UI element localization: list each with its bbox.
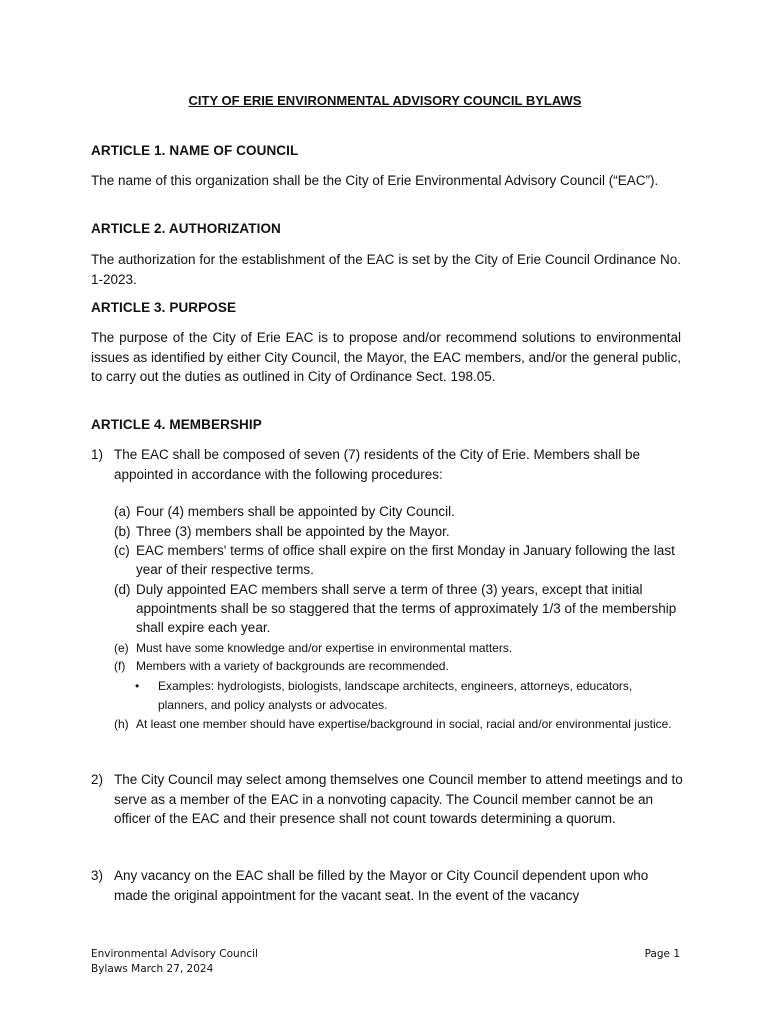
article-1-heading: ARTICLE 1. NAME OF COUNCIL (91, 143, 299, 158)
subitem-marker: (b) (114, 524, 131, 539)
article-3-body: The purpose of the City of Erie EAC is to propose and/or recommend solutions to environmental issues as identified by either City Council, the Mayor, the EAC members, and/or the general public, to carry out the duties as outlined in City of Ordinance Sect. 198.05. (91, 330, 681, 384)
article-3-heading: ARTICLE 3. PURPOSE (91, 300, 237, 315)
subitem-text: Three (3) members shall be appointed by the Mayor. (136, 524, 450, 539)
list-item-text: The EAC shall be composed of seven (7) residents of the City of Erie. Members shall be appointed in accordance with the following procedures: (114, 447, 640, 482)
subitem-marker: (a) (114, 504, 131, 519)
bullet-icon: • (135, 679, 140, 693)
article-2-body: The authorization for the establishment of the EAC is set by the City of Erie Council Ordinance No. 1-2023. (91, 252, 681, 287)
footer-bylaws-date: Bylaws March 27, 2024 (91, 963, 214, 975)
subitem-marker: (c) (114, 543, 130, 558)
subitem-text: Duly appointed EAC members shall serve a term of three (3) years, except that initial appointments shall be so staggered that the terms of approximately 1/3 of the membership shall expire each year. (136, 582, 677, 635)
subitem-marker: (h) (114, 717, 129, 731)
subitem-text: Members with a variety of backgrounds are recommended. (136, 659, 449, 673)
footer-council-name: Environmental Advisory Council (91, 948, 258, 960)
document-title: CITY OF ERIE ENVIRONMENTAL ADVISORY COUNCIL BYLAWS (188, 93, 582, 108)
article-4-heading: ARTICLE 4. MEMBERSHIP (91, 417, 262, 432)
list-item-number: 3) (91, 868, 104, 883)
subitem-text: EAC members' terms of office shall expire on the first Monday in January following the last year of their respective terms. (136, 543, 675, 577)
list-item-text: The City Council may select among themselves one Council member to attend meetings and to serve as a member of the EAC in a nonvoting capacity. The Council member cannot be an officer of the EAC and their presence shall not count towards determining a quorum. (114, 772, 683, 826)
subitem-marker: (f) (114, 659, 126, 673)
subitem-marker: (d) (114, 582, 131, 597)
subitem-text: Must have some knowledge and/or expertise in environmental matters. (136, 641, 513, 655)
article-1-body: The name of this organization shall be the City of Erie Environmental Advisory Council (“EAC”). (91, 173, 659, 188)
list-item-number: 1) (91, 447, 104, 462)
article-2-heading: ARTICLE 2. AUTHORIZATION (91, 221, 281, 236)
subitem-marker: (e) (114, 641, 129, 655)
list-item-number: 2) (91, 772, 104, 787)
subitem-text: At least one member should have expertise/background in social, racial and/or environmental justice. (136, 717, 672, 731)
subitem-text: Four (4) members shall be appointed by City Council. (136, 504, 455, 519)
bullet-text: Examples: hydrologists, biologists, landscape architects, engineers, attorneys, educators, planners, and policy analysts or advocates. (158, 679, 633, 712)
footer-page-number: Page 1 (644, 948, 680, 960)
list-item-text: Any vacancy on the EAC shall be filled by the Mayor or City Council dependent upon who made the original appointment for the vacant seat. In the event of the vacancy (114, 868, 649, 903)
